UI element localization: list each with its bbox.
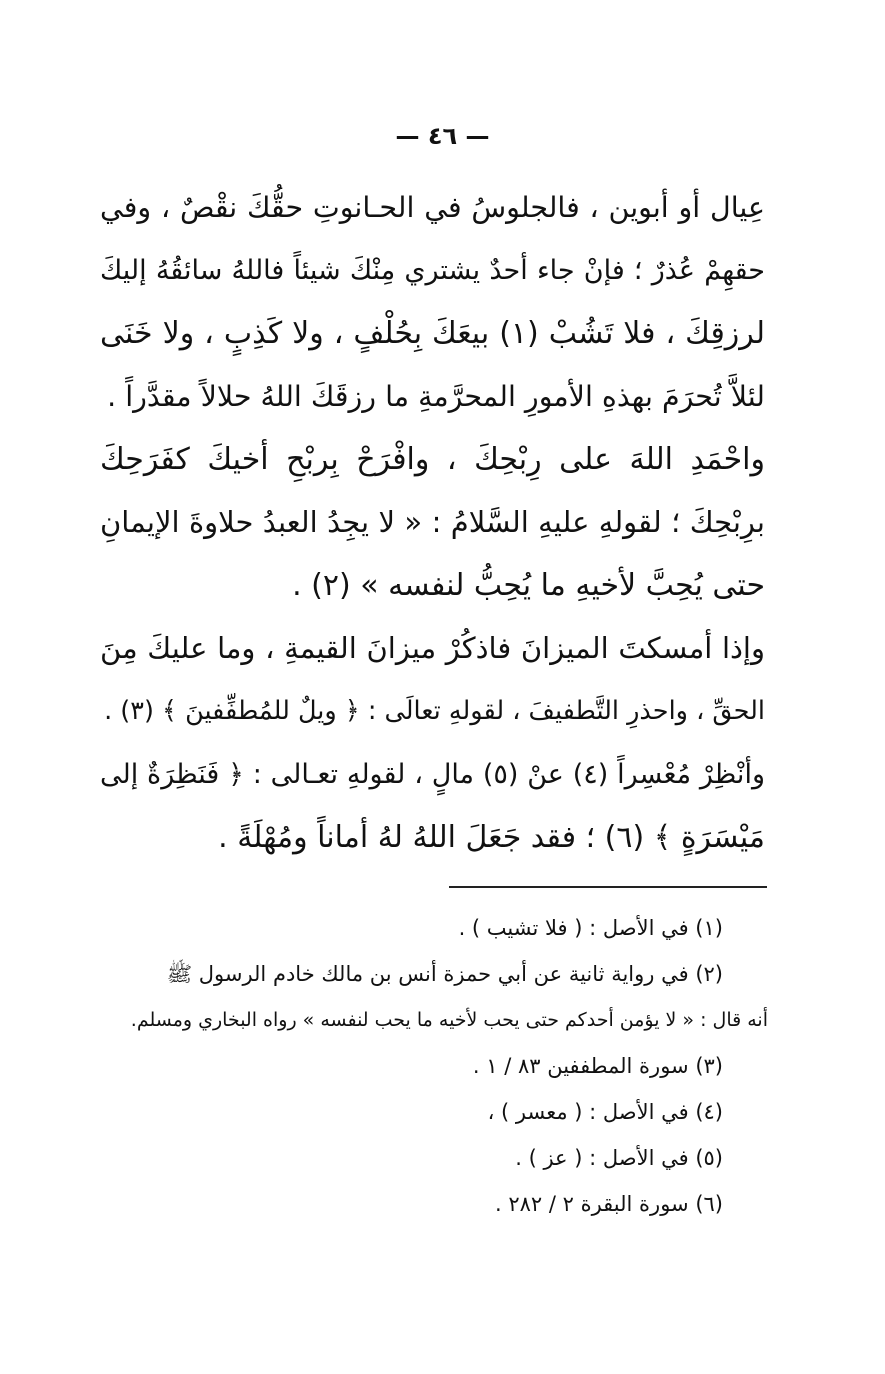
text-line: وأنْظِرْ مُعْسِراً (٤) عنْ (٥) مالٍ ، لقولهِ تعـالى : ﴿ فَنَظِرَةٌ إلى xyxy=(100,759,765,790)
footnotes xyxy=(100,905,768,1227)
text-line: واحْمَدِ اللهَ على رِبْحِكَ ، وافْرَحْ بِربْحِ أخيكَ كفَرَحِكَ xyxy=(100,442,765,477)
text-line: لرزقِكَ ، فلا تَشُبْ (١) بيعَكَ بِحُلْفٍ ، ولا كَذِبٍ ، ولا خَنَى xyxy=(100,316,765,351)
footnote: (٣) سورة المطففين ٨٣ / ١ . xyxy=(472,1054,723,1078)
footnote-continuation: أنه قال : « لا يؤمن أحدكم حتى يحب لأخيه ما يحب لنفسه » رواه البخاري ومسلم. xyxy=(130,1009,768,1031)
text-line: وإذا أمسكتَ الميزانَ فاذكُرْ ميزانَ القيمةِ ، وما عليكَ مِنَ xyxy=(100,631,765,665)
text-line: حتى يُحِبَّ لأخيهِ ما يُحِبُّ لنفسه » (٢) . xyxy=(292,568,765,603)
text-line: برِبْحِكَ ؛ لقولهِ عليهِ السَّلامُ : « لا يجِدُ العبدُ حلاوةَ الإيمانِ xyxy=(100,505,765,539)
footnote: (٢) في رواية ثانية عن أبي حمزة أنس بن مالك خادم الرسول ﷺ xyxy=(166,962,723,986)
text-line: الحقِّ ، واحذرِ التَّطفيفَ ، لقولهِ تعالَى : ﴿ ويلٌ للمُطفِّفينَ ﴾ (٣) . xyxy=(104,696,765,726)
main-text xyxy=(100,176,765,869)
text-line: حقهِمْ عُذرٌ ؛ فإنْ جاء أحدٌ يشتري مِنْكَ شيئاً فاللهُ سائقُهُ إليكَ xyxy=(100,255,765,286)
footnote: (٥) في الأصل : ( عز ) . xyxy=(515,1146,723,1170)
footnote-divider xyxy=(449,886,767,888)
footnote: (١) في الأصل : ( فلا تشيب ) . xyxy=(458,916,723,940)
footnote: (٤) في الأصل : ( معسر ) ، xyxy=(487,1100,723,1124)
text-line: لئلاَّ تُحرَمَ بهذهِ الأمورِ المحرَّمةِ ما رزقَكَ اللهُ حلالاً مقدَّراً . xyxy=(107,380,765,413)
footnote: (٦) سورة البقرة ٢ / ٢٨٢ . xyxy=(495,1192,723,1216)
text-line: عِيال أو أبوين ، فالجلوسُ في الحـانوتِ حقُّكَ نقْصٌ ، وفي xyxy=(100,191,765,224)
page-number: — ٤٦ — xyxy=(395,122,490,150)
text-line: مَيْسَرَةٍ ﴾ (٦) ؛ فقد جَعَلَ اللهُ لهُ أماناً ومُهْلَةً . xyxy=(218,820,765,855)
